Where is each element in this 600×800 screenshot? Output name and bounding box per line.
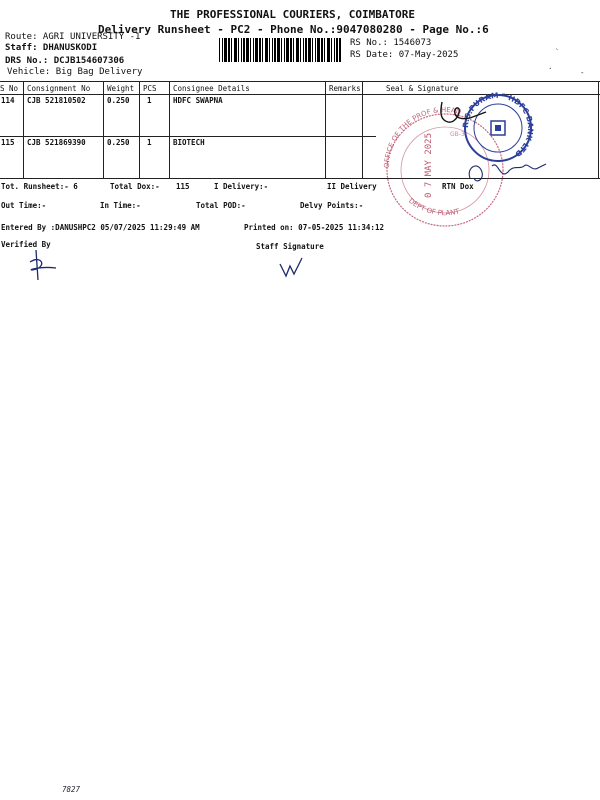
col-pcs: PCS [143,84,157,93]
in-time: In Time:- [100,201,141,210]
receiver-signature [430,98,490,128]
table-row-pcs: 1 [147,138,152,147]
barcode-bar [339,38,341,62]
barcode-bar [250,38,251,62]
col-weight: Weight [107,84,135,93]
barcode-bar [255,38,258,62]
col-remarks: Remarks [329,84,361,93]
stamp-code: GB-3 [450,131,465,138]
barcode-bar [324,38,325,62]
barcode-bar [246,38,249,62]
barcode-bar [331,38,332,62]
barcode-bar [259,38,261,62]
col-consignee: Consignee Details [173,84,250,93]
svg-text:DEPT OF PLANT [407,197,461,217]
table-row-consignee: BIOTECH [173,138,205,147]
barcode-bar [272,38,273,62]
stamp-date: 0 7 MAY 2025 [424,132,434,198]
barcode-bar [231,38,232,62]
barcode-bar [219,38,220,62]
barcode-bar [293,38,294,62]
handwritten-note: 7827 [62,785,81,794]
pen-mark: . [548,62,553,71]
barcode-bar [305,38,307,62]
barcode-bar [317,38,320,62]
company-title: THE PROFESSIONAL COURIERS, COIMBATORE [170,8,416,21]
verifier-signature [22,248,62,282]
barcode-bar [286,38,289,62]
vehicle-label: Vehicle: Big Bag Delivery [7,67,143,77]
barcode-bar [262,38,263,62]
barcode-bar [327,38,330,62]
delvy-points: Delvy Points:- [300,201,364,210]
staff-signature [278,254,308,280]
barcode [219,38,341,62]
barcode-bar [277,38,280,62]
barcode-bar [336,38,338,62]
barcode-bar [265,38,268,62]
barcode-bar [290,38,292,62]
barcode-bar [334,38,335,62]
entered-by: Entered By :DANUSHPC2 05/07/2025 11:29:49 AM [1,223,200,232]
barcode-bar [281,38,282,62]
table-row-consignment: CJB 521810502 [27,96,86,105]
bank-stamp-text: R.S.PURAM * HDFC BANK LTD [460,90,536,159]
rtn-dox: RTN Dox [442,182,474,191]
col-seal: Seal & Signature [386,84,459,93]
barcode-bar [269,38,270,62]
table-row-weight: 0.250 [107,138,130,147]
barcode-bar [224,38,227,62]
col-consignment: Consignment No [27,84,91,93]
out-time: Out Time:- [1,201,47,210]
barcode-bar [222,38,223,62]
rs-date: RS Date: 07-May-2025 [350,50,459,60]
barcode-bar [312,38,313,62]
barcode-bar [243,38,245,62]
table-row-sno: 115 [1,138,15,147]
barcode-bar [300,38,301,62]
table-row-consignee: HDFC SWAPNA [173,96,223,105]
total-dox-value: 115 [176,182,190,191]
stamp-text-top: OFFICE OF THE PROF & HEAD [382,105,463,169]
barcode-bar [321,38,323,62]
barcode-bar [284,38,285,62]
barcode-bar [303,38,304,62]
barcode-bar [296,38,299,62]
staff-signature-label: Staff Signature [256,242,324,251]
table-row-pcs: 1 [147,96,152,105]
table-row-sno: 114 [1,96,15,105]
verified-by-label: Verified By [1,240,51,249]
barcode-bar [241,38,242,62]
total-pod: Total POD:- [196,201,246,210]
pen-mark: - [580,68,585,77]
barcode-bar [308,38,311,62]
stamp-signature [462,150,552,192]
barcode-bar [228,38,230,62]
pen-mark: ` [555,48,560,57]
barcode-bar [234,38,237,62]
table-row-consignment: CJB 521869390 [27,138,86,147]
ii-delivery: II Delivery [327,182,377,191]
drs-number: DRS No.: DCJB154607306 [5,56,125,66]
table-row-weight: 0.250 [107,96,130,105]
barcode-bar [238,38,239,62]
i-delivery: I Delivery:- [214,182,269,191]
rs-number: RS No.: 1546073 [350,38,432,48]
barcode-bar [315,38,316,62]
runsheet-title: Delivery Runsheet - PC2 - Phone No.:9047080280 - Page No.:6 [98,23,489,36]
barcode-bar [253,38,254,62]
tot-runsheet: Tot. Runsheet:- 6 [1,182,78,191]
printed-on: Printed on: 07-05-2025 11:34:12 [244,223,384,232]
stamp-text-bottom: DEPT OF PLANT [407,196,461,218]
col-sno: S No [0,84,19,93]
total-dox-label: Total Dox:- [110,182,160,191]
staff-label: Staff: DHANUSKODI [5,43,98,53]
barcode-bar [274,38,276,62]
route-label: Route: AGRI UNIVERSITY -1 [5,32,141,42]
